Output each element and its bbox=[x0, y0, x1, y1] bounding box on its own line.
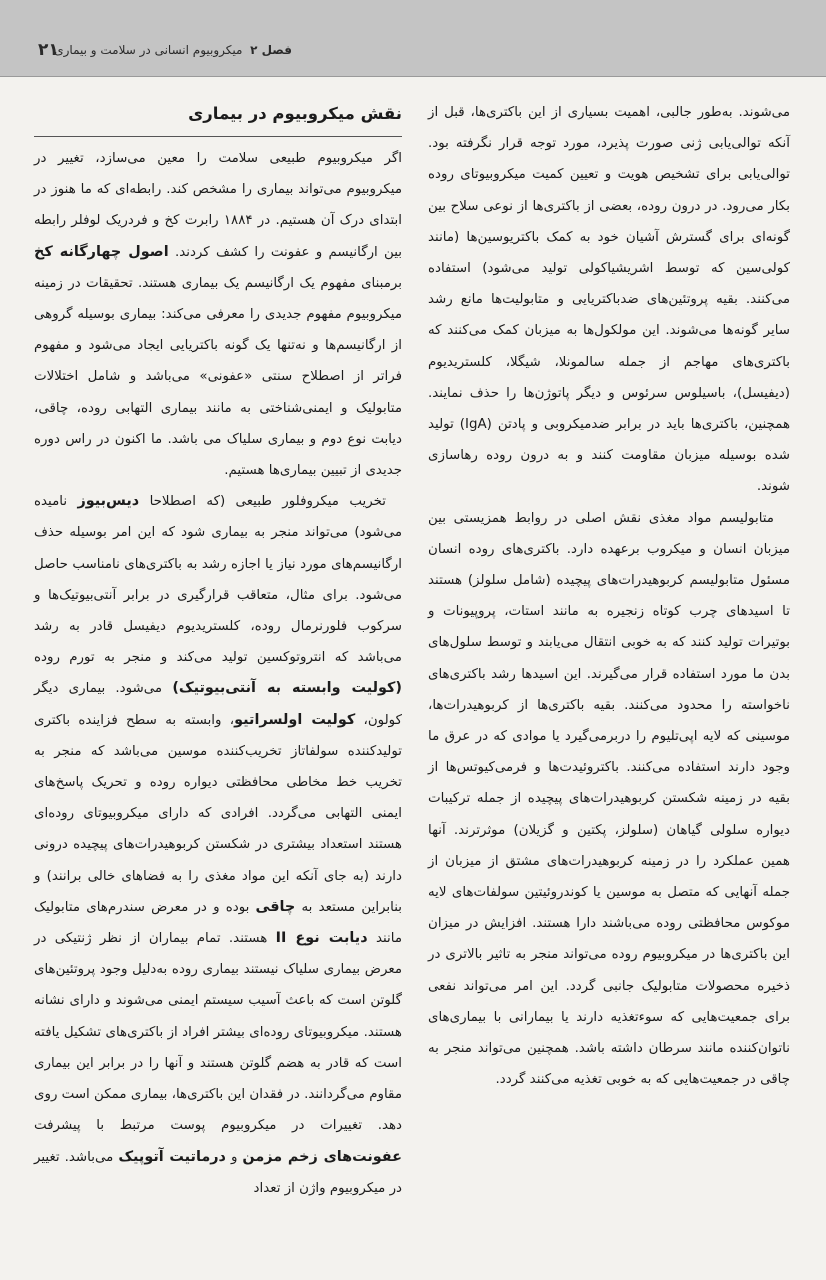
text-run: هستند. تمام بیماران از نظر ژنتیکی در معرض بیماری سلیاک نیستند بیماری روده به‌دلیل وجود پروتئین‌های گلوتن است که باعث آسیب سیستم ایمنی می‌شوند و دارای نشانه هستند. میکروبیوتای روده‌ای بیشتر افراد از باکتری‌های تشکیل یافته است که قادر به هضم گلوتن هستند و آنها را در برابر این بیماری مقاوم می‌گردانند. در فقدان این باکتری‌ها، بیماری ممکن است روی دهد. تغییرات در میکروبیوم پوست مرتبط با پیشرفت bbox=[34, 931, 402, 1134]
text-run: نامیده می‌شود) می‌تواند منجر به بیماری شود که این امر بوسیله حذف ارگانیسم‌های مورد نیاز یا اجازه رشد به باکتری‌های نامناسب حاصل می‌شود. برای مثال، متعاقب قرارگیری در برابر آنتی‌بیوتیک‌ها و سرکوب فلورنرمال روده، کلستریدیوم دیفیسل قادر به رشد می‌باشد که انتروتوکسین تولید می‌کند و منجر به تورم روده bbox=[34, 494, 402, 666]
text-run: می‌شود. بیماری دیگر کولون، bbox=[34, 681, 402, 728]
emphasis-term: عفونت‌های زخم مزمن bbox=[242, 1148, 402, 1165]
emphasis-term: دیابت نوع II bbox=[275, 930, 368, 947]
paragraph: می‌شوند. به‌طور جالبی، اهمیت بسیاری از این باکتری‌ها، قبل از آنکه توالی‌یابی ژنی صورت پذیرد، مورد توجه قرار نگرفته بود. توالی‌یابی برای تشخیص هویت و تعیین کمیت میکروبیوتای روده بکار می‌رود. در درون روده، بعضی از باکتری‌ها از نوعی سلاح بین گونه‌ای برای گسترش آشیان خود به کمک باکتریوسین‌ها (مانند کولی‌سین که توسط اشریشیاکولی تولید می‌شود) استفاده می‌کنند. بقیه پروتئین‌های ضدباکتریایی و متابولیت‌ها مانع رشد سایر گونه‌ها می‌شوند. این مولکول‌ها به میزبان کمک می‌کنند که باکتری‌های مهاجم از جمله سالمونلا، شیگلا، کلستریدیوم (دیفیسل)، باسیلوس سرئوس و دیگر پاتوژن‌ها را حذف نمایند. همچنین، باکتری‌ها باید در برابر ضدمیکروبی و پادتن (IgA) تولید شده بوسیله میزبان مقاومت کنند و به درون روده رهاسازی شوند. bbox=[428, 105, 791, 495]
text-run: اگر میکروبیوم طبیعی سلامت را معین می‌سازد، تغییر در میکروبیوم می‌تواند بیماری را مشخص کند. رابطه‌ای که ما هنوز در ابتدای درک آن هستیم. در ۱۸۸۴ رابرت کخ و فردریک لوفلر رابطه بین ارگانیسم و عفونت را کشف کردند. bbox=[34, 151, 403, 260]
chapter-label: فصل ۲ bbox=[250, 43, 292, 57]
text-run: تخریب میکروفلور طبیعی (که اصطلاحا bbox=[149, 494, 386, 510]
paragraph bbox=[34, 143, 402, 486]
text-run: می‌باشد. تغییر در میکروبیوم واژن از تعداد bbox=[34, 1149, 402, 1196]
paragraph bbox=[34, 486, 402, 1204]
text-run: بوده و در معرض سندرم‌های متابولیک مانند bbox=[34, 899, 402, 947]
chapter-title: میکروبیوم انسانی در سلامت و بیماری bbox=[54, 43, 243, 57]
emphasis-term: اصول چهارگانه کخ bbox=[34, 243, 169, 260]
text-run: و bbox=[230, 1149, 238, 1165]
running-head bbox=[54, 43, 292, 57]
emphasis-term: درماتیت آتوپیک bbox=[118, 1148, 226, 1165]
text-run: ، وابسته به سطح فزاینده باکتری تولیدکننده سولفاتاز تخریب‌کننده موسین می‌باشد که منجر به تخریب خط مخاطی محافظتی دیواره روده و تحریک پاسخ‌های ایمنی التهابی می‌گردد. افرادی که دارای میکروبیوتای روده‌ای هستند استعداد بیشتری در شکستن کربوهیدرات‌های پیچیده درونی دارند (به جای آنکه این مواد مغذی را به فضاهای خالی برانند) و بنابراین مستعد به bbox=[34, 712, 402, 915]
left-column bbox=[34, 98, 402, 1204]
paragraph: متابولیسم مواد مغذی نقش اصلی در روابط همزیستی بین میزبان انسان و میکروب برعهده دارد. باکتری‌های روده انسان مسئول متابولیسم کربوهیدرات‌های پیچیده (شامل سلولز) هستند تا اسیدهای چرب کوتاه زنجیره به مانند استات، پروپیونات و بوتیرات تولید کنند که به خوبی انتقال می‌یابند و توسط سلول‌های بدن ما مورد استفاده قرار می‌گیرند. این اسیدها رشد باکتری‌های ناخواسته را محدود می‌کنند. بقیه باکتری‌ها از کربوهیدرات‌ها، موسینی که لایه اپی‌تلیوم را دربرمی‌گیرد یا موادی که در عرق ما وجود دارند استفاده می‌کنند. باکتروئیدت‌ها و فرمی‌کیوتس‌ها از بقیه در زمینه شکستن کربوهیدرات‌های پیچیده از جمله ترکیبات دیواره سلولی گیاهان (سلولز، پکتین و گزیلان) موثرترند. آنها همین عملکرد را در زمینه کربوهیدرات‌های مشتق از میزبان از جمله آنهایی که متصل به موسین یا کوندروئیتین سولفات‌های لایه موکوس محافظتی روده می‌باشند دارا هستند. افزایش در میزان این باکتری‌ها در میکروبیوم روده می‌تواند منجر به تاثیر بالاتری در ذخیره محصولات متابولیک جانبی گردد. این امر می‌تواند نفعی برای جمعیت‌هایی که سوءتغذیه دارند یا بیمارانی با بیماری‌های ناتوان‌کننده مانند سرطان داشته باشد. همچنین می‌تواند منجر به چاقی در جمعیت‌هایی که به خوبی تغذیه می‌کنند گردد. bbox=[428, 510, 790, 1088]
right-column bbox=[428, 97, 790, 1096]
page-header bbox=[0, 0, 826, 77]
emphasis-term: کولیت اولسراتیو bbox=[234, 711, 356, 728]
emphasis-term: چاقی bbox=[255, 898, 296, 915]
page-number: ۲۱ bbox=[38, 40, 59, 60]
section-heading: نقش میکروبیوم در بیماری bbox=[34, 98, 402, 137]
text-run: برمبنای مفهوم یک ارگانیسم یک بیماری هستند. تحقیقات در زمینه میکروبیوم مفهوم جدیدی را معرفی می‌کند: بیماری بوسیله گروهی از ارگانیسم‌ها و نه‌تنها یک گونه باکتریایی ایجاد می‌شود و مفهوم فراتر از اصطلاح سنتی «عفونی» می‌باشد و شامل اختلالات متابولیک و ایمنی‌شناختی به مانند بیماری التهابی روده، چاقی، دیابت نوع دوم و بیماری سلیاک می باشد. ما اکنون در راس دوره جدیدی از تبیین بیماری‌ها هستیم. bbox=[34, 275, 402, 479]
emphasis-term: (کولیت وابسته به آنتی‌بیوتیک) bbox=[172, 680, 402, 697]
emphasis-term: دیس‌بیوز bbox=[77, 493, 140, 510]
